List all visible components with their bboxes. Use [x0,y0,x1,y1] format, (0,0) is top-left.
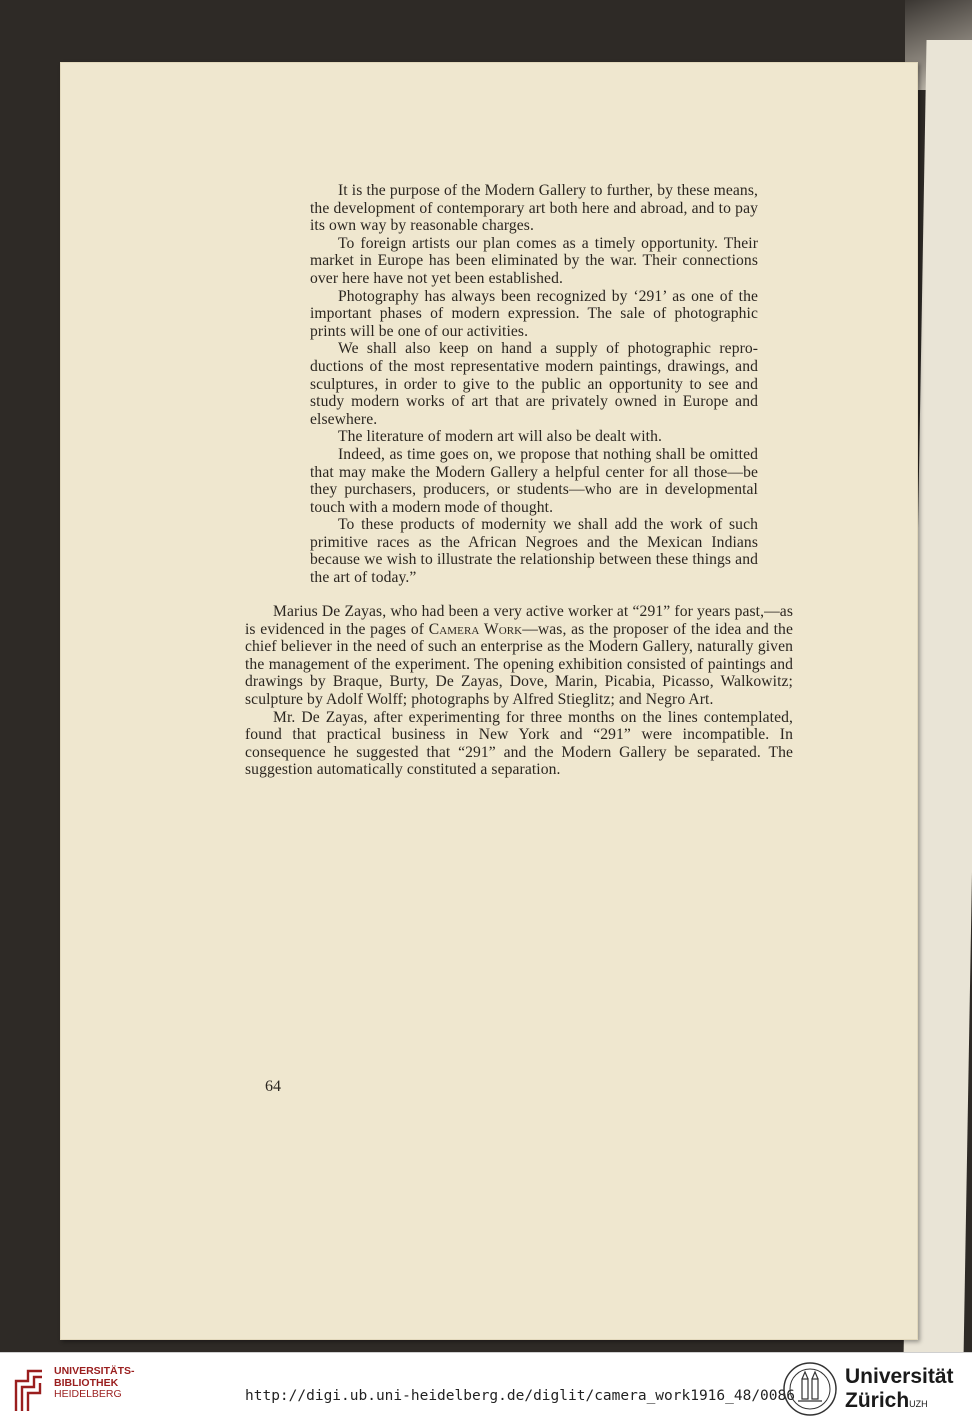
ub-heidelberg-name [54,1366,135,1401]
uzh-seal-icon [782,1361,838,1417]
journal-title: Camera Work [428,620,523,638]
body-text-span: —was, as the proposer of the idea and the chief believer in the need of such an enterprise as the Modern Gallery, naturally given the management of the experiment. The opening exhibition consisted of paintings and drawings by Braque, Burty, De Zayas, Dove, Marin, Picabia, Picasso, Walkowitz; sculpture by Adolf Wolff; photographs by Alfred Stieglitz; and Negro Art. [245,620,793,708]
quote-paragraph: To these products of modernity we shall add the work of such primitive races as the African Negroes and the Mexican Indians because we wish to illustrate the relationship between these things and the art of today.” [310,516,758,587]
uzh-city: Zürich [845,1389,910,1412]
body-text-span: Marius De Zayas, who had been a very active worker at “291” for years past,—as is evidenced in the pages of [245,603,793,638]
quote-paragraph: Indeed, as time goes on, we propose that nothing shall be omitted that may make the Modern Gallery a helpful center for all those—be they purchasers, producers, or students—who are in developmental touch with a modern mode of thought. [310,445,758,516]
body-paragraph: Mr. De Zayas, after experimenting for three months on the lines contemplated, found that practical business in New York and “291” were incompatible. In consequence he suggested that “291” and the Modern Gallery be separated. The suggestion automatically constituted a separation. [245,708,793,779]
body-text [245,603,793,779]
uzh-line-1: Universität [845,1365,954,1388]
quote-paragraph: We shall also keep on hand a supply of photographic reproductions of the most representative modern paintings, drawings, and sculptures, in order to give to the public an opportunity to see and study modern works of art that are privately owned in Europe and elsewhere. [310,340,758,428]
quoted-passage [310,182,758,587]
viewer-footer [0,1352,972,1425]
permalink-url[interactable]: http://digi.ub.uni-heidelberg.de/diglit/camera_work1916_48/0086 [245,1388,795,1404]
quote-paragraph: To foreign artists our plan comes as a timely opportunity. Their market in Europe has been eliminated by the war. Their connections over here have not yet been established. [310,234,758,287]
body-paragraph [245,603,793,709]
quote-paragraph: It is the purpose of the Modern Gallery to further, by these means, the development of contemporary art both here and abroad, and to pay its own way by reasonable charges. [310,182,758,235]
ub-name-line: BIBLIOTHEK [54,1376,119,1389]
uzh-name [845,1365,954,1413]
quote-paragraph: Photography has always been recognized by ‘291’ as one of the important phases of modern expression. The sale of photographic prints will be one of our activities. [310,287,758,340]
ub-name-line: UNIVERSITÄTS- [54,1365,135,1377]
ub-name-line: HEIDELBERG [54,1388,122,1400]
page-number: 64 [265,1078,281,1095]
ub-heidelberg-logo-icon [12,1367,46,1413]
quote-paragraph: The literature of modern art will also be dealt with. [338,428,662,446]
uzh-line-2 [845,1389,954,1413]
uzh-abbrev: UZH [909,1399,928,1409]
book-page [60,62,918,1340]
